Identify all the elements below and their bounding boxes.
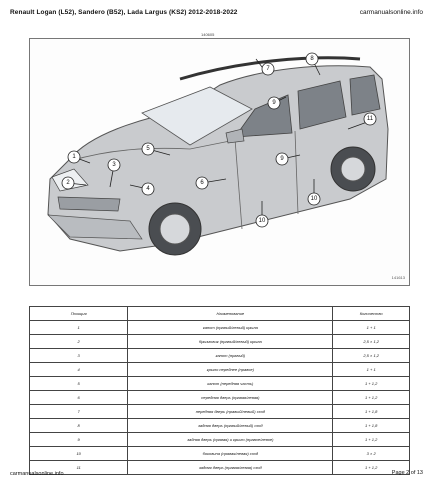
- figure-id: 141613: [391, 275, 405, 280]
- callout-9-upper: [268, 97, 280, 109]
- cell-position: 10: [30, 447, 128, 461]
- page-number: Page 2 of 13: [391, 470, 423, 476]
- callout-9-lower: [276, 153, 288, 165]
- table-row: [30, 405, 410, 419]
- svg-text:2: 2: [66, 180, 70, 186]
- table-row: [30, 447, 410, 461]
- cell-name: брызговик (правый/левый) крыла: [128, 335, 333, 349]
- cell-position: 4: [30, 363, 128, 377]
- callout-7: [262, 63, 274, 75]
- table-row: [30, 433, 410, 447]
- table-row: [30, 349, 410, 363]
- table-row: [30, 391, 410, 405]
- table-header-row: [30, 307, 410, 321]
- table-row: [30, 335, 410, 349]
- cell-name: задняя дверь (правая/левая) сход: [128, 461, 333, 475]
- svg-text:6: 6: [200, 180, 204, 186]
- callout-2: [62, 177, 74, 189]
- image-caption: 140605: [201, 32, 215, 37]
- cell-position: 6: [30, 391, 128, 405]
- cell-name: задняя дверь (правая) и крыло (правое/левое): [128, 433, 333, 447]
- callout-5: [142, 143, 154, 155]
- parts-table: [29, 306, 410, 475]
- callout-11: [364, 113, 376, 125]
- cell-position: 2: [30, 335, 128, 349]
- cell-quantity: 1 + 1,2: [333, 461, 410, 475]
- svg-text:3: 3: [112, 162, 116, 168]
- grille: [58, 197, 120, 211]
- cell-name: капот (правый): [128, 349, 333, 363]
- cell-quantity: 1 + 1: [333, 321, 410, 335]
- table-row: [30, 321, 410, 335]
- cell-quantity: 1 + 1: [333, 363, 410, 377]
- cell-name: боковина (правая/левая) сход: [128, 447, 333, 461]
- svg-text:4: 4: [146, 186, 150, 192]
- cell-position: 3: [30, 349, 128, 363]
- cell-name: капот (правый/левый) крыла: [128, 321, 333, 335]
- car-drawing: [30, 39, 409, 285]
- cell-quantity: 2,5 × 1,2: [333, 349, 410, 363]
- callout-10-door: [308, 193, 320, 205]
- cell-name: крыло переднее (правое): [128, 363, 333, 377]
- svg-text:11: 11: [366, 116, 374, 122]
- cell-position: 8: [30, 419, 128, 433]
- cell-quantity: 1 + 1,2: [333, 377, 410, 391]
- callout-1: [68, 151, 80, 163]
- callout-3: [108, 159, 120, 171]
- table-row: [30, 419, 410, 433]
- svg-text:8: 8: [310, 56, 314, 62]
- cell-quantity: 1 + 1,2: [333, 391, 410, 405]
- cell-name: передняя дверь (правый/левый) сход: [128, 405, 333, 419]
- cell-name: капот (передняя часть): [128, 377, 333, 391]
- col-header-position: Позиция: [30, 307, 128, 321]
- cell-position: 11: [30, 461, 128, 475]
- cell-quantity: 1 + 1,2: [333, 433, 410, 447]
- car-illustration: [29, 38, 410, 286]
- callout-8: [306, 53, 318, 65]
- svg-text:1: 1: [72, 154, 76, 160]
- table-row: [30, 461, 410, 475]
- cell-quantity: 3 × 2: [333, 447, 410, 461]
- cell-quantity: 1 + 1,8: [333, 405, 410, 419]
- callout-6: [196, 177, 208, 189]
- col-header-quantity: Количество: [333, 307, 410, 321]
- cell-position: 5: [30, 377, 128, 391]
- header-title: Renault Logan (L52), Sandero (B52), Lada Largus (KS2) 2012-2018-2022: [10, 9, 238, 16]
- header-site[interactable]: carmanualsonline.info: [359, 9, 423, 16]
- cell-position: 1: [30, 321, 128, 335]
- cell-name: передняя дверь (правая/левая): [128, 391, 333, 405]
- cell-position: 7: [30, 405, 128, 419]
- cell-position: 9: [30, 433, 128, 447]
- svg-text:5: 5: [146, 146, 150, 152]
- svg-text:9: 9: [280, 156, 284, 162]
- col-header-name: Наименование: [128, 307, 333, 321]
- svg-text:10: 10: [310, 196, 318, 202]
- cell-quantity: 1 + 1,8: [333, 419, 410, 433]
- table-row: [30, 377, 410, 391]
- table-row: [30, 363, 410, 377]
- cell-quantity: 2,5 × 1,2: [333, 335, 410, 349]
- callout-4: [142, 183, 154, 195]
- cell-name: задняя дверь (правый/левый) сход: [128, 419, 333, 433]
- svg-text:9: 9: [272, 100, 276, 106]
- svg-text:7: 7: [266, 66, 270, 72]
- footer-site[interactable]: carmanualsonline.info: [10, 471, 64, 477]
- svg-text:10: 10: [258, 218, 266, 224]
- callout-10-sill: [256, 215, 268, 227]
